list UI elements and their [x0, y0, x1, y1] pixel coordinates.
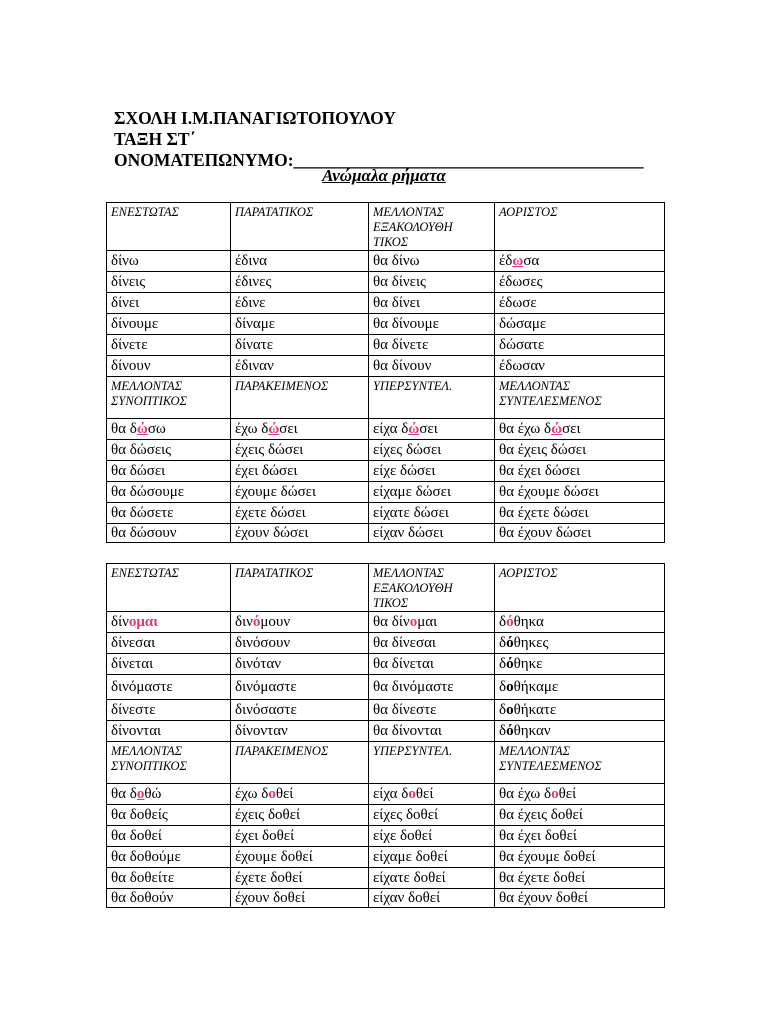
table-cell: [231, 524, 369, 543]
verb-text: θα δίνεστε: [373, 702, 437, 718]
table-row: [107, 826, 665, 847]
verb-text: έχετε δοθεί: [235, 870, 303, 886]
table-cell: [495, 805, 665, 826]
table-row: [107, 654, 665, 675]
verb-text: είχαν δώσει: [373, 525, 444, 541]
verb-text: έχω δ: [235, 786, 269, 802]
verb-text: μουν: [260, 614, 291, 630]
table-cell: [495, 272, 665, 293]
verb-text: σα: [523, 253, 540, 269]
column-header: ΜΕΛΛΟΝΤΑΣ ΣΥΝΟΠΤΙΚΟΣ: [107, 742, 231, 784]
table-cell: [107, 868, 231, 889]
highlighted-letter: ομαι: [128, 614, 158, 630]
column-header: ΥΠΕΡΣΥΝΤΕΛ.: [369, 742, 495, 784]
verb-text: διν: [235, 614, 253, 630]
table-cell: [231, 335, 369, 356]
verb-text: θα δίνεις: [373, 274, 426, 290]
table-cell: [231, 784, 369, 805]
verb-text: δινόσαστε: [235, 702, 297, 718]
verb-text: θεί: [415, 786, 434, 802]
table-cell: [107, 805, 231, 826]
table-row: [107, 784, 665, 805]
column-header: ΜΕΛΛΟΝΤΑΣ ΣΥΝΤΕΛΕΣΜΕΝΟΣ: [495, 377, 665, 419]
verb-text: δίν: [111, 614, 129, 630]
table-cell: [369, 868, 495, 889]
table-cell: [231, 868, 369, 889]
verb-text: θα έχουν δώσει: [499, 525, 592, 541]
table-cell: [107, 847, 231, 868]
table-cell: [369, 700, 495, 721]
verb-text: δινόμαστε: [235, 679, 297, 695]
table-header-row: [107, 377, 665, 419]
table-cell: [369, 440, 495, 461]
column-header: ΠΑΡΑΤΑΤΙΚΟΣ: [231, 564, 369, 612]
table-cell: [107, 440, 231, 461]
table-cell: [369, 314, 495, 335]
table-header-row: [107, 742, 665, 784]
verb-text: δίναμε: [235, 316, 276, 332]
verb-text: έχεις δοθεί: [235, 807, 301, 823]
verb-text: θα δώσει: [111, 463, 166, 479]
verb-text: θα δίνεται: [373, 656, 434, 672]
verb-text: δίνω: [111, 253, 139, 269]
verb-text: έχουν δοθεί: [235, 890, 306, 906]
verb-text: θεί: [275, 786, 294, 802]
table-cell: [107, 700, 231, 721]
page-title: Ανώμαλα ρήματα: [322, 166, 446, 185]
verb-text: μαι: [417, 614, 438, 630]
table-cell: [369, 612, 495, 633]
table-cell: [495, 612, 665, 633]
table-cell: [231, 826, 369, 847]
verb-text: θα έχεις δώσει: [499, 442, 587, 458]
verb-text: θα δοθείτε: [111, 870, 175, 886]
verb-text: δίνεις: [111, 274, 146, 290]
highlighted-letter: ό: [506, 614, 514, 630]
table-cell: [107, 721, 231, 742]
verb-text: δίνατε: [235, 337, 274, 353]
school-name: ΣΧΟΛΗ Ι.Μ.ΠΑΝΑΓΙΩΤΟΠΟΥΛΟΥ: [114, 108, 396, 128]
verb-text: δίνεστε: [111, 702, 156, 718]
verb-text: θηκες: [513, 635, 549, 651]
table-row: [107, 868, 665, 889]
verb-text: δινόταν: [235, 656, 282, 672]
table-cell: [107, 612, 231, 633]
verb-text: έδινε: [235, 295, 266, 311]
table-cell: [231, 503, 369, 524]
verb-text: δ: [499, 614, 507, 630]
verb-text: θα δίνεσαι: [373, 635, 436, 651]
table-cell: [231, 314, 369, 335]
column-header: ΠΑΡΑΤΑΤΙΚΟΣ: [231, 203, 369, 251]
verb-text: θηκε: [513, 656, 543, 672]
table-cell: [107, 633, 231, 654]
table-row: [107, 503, 665, 524]
table-cell: [231, 440, 369, 461]
verb-text: θα δώσουν: [111, 525, 177, 541]
table-row: [107, 482, 665, 503]
bold-letter: ο: [506, 679, 514, 695]
table-cell: [231, 721, 369, 742]
table-cell: [495, 419, 665, 440]
verb-text: είχαν δοθεί: [373, 890, 441, 906]
table-cell: [107, 482, 231, 503]
verb-text: έδιναν: [235, 358, 274, 374]
table-cell: [495, 868, 665, 889]
verb-text: θα δίνουν: [373, 358, 432, 374]
table-cell: [369, 461, 495, 482]
student-name-field[interactable]: ΟΝΟΜΑΤΕΠΩΝΥΜΟ:________________________________________: [114, 150, 644, 170]
table-row: [107, 440, 665, 461]
table-cell: [231, 419, 369, 440]
table-cell: [107, 419, 231, 440]
verb-text: δ: [499, 702, 507, 718]
verb-text: έχουν δώσει: [235, 525, 309, 541]
table-row: [107, 524, 665, 543]
verb-text: σει: [279, 421, 298, 437]
table-row: [107, 419, 665, 440]
verb-text: έδ: [499, 253, 513, 269]
verb-text: θηκα: [513, 614, 544, 630]
table-cell: [495, 293, 665, 314]
verb-text: σω: [147, 421, 166, 437]
table-cell: [369, 335, 495, 356]
table-cell: [495, 675, 665, 700]
table-cell: [369, 826, 495, 847]
table-cell: [495, 654, 665, 675]
table-cell: [107, 293, 231, 314]
column-header: ΑΟΡΙΣΤΟΣ: [495, 564, 665, 612]
table-cell: [107, 314, 231, 335]
column-header: ΜΕΛΛΟΝΤΑΣ ΣΥΝΟΠΤΙΚΟΣ: [107, 377, 231, 419]
table-cell: [107, 675, 231, 700]
table-row: [107, 633, 665, 654]
verb-text: έχει δώσει: [235, 463, 298, 479]
bold-letter: ό: [506, 635, 514, 651]
table-cell: [495, 482, 665, 503]
verb-text: δίνουμε: [111, 316, 159, 332]
table-cell: [369, 293, 495, 314]
verb-text: έχει δοθεί: [235, 828, 295, 844]
table-cell: [495, 503, 665, 524]
table-row: [107, 847, 665, 868]
table-cell: [107, 784, 231, 805]
verb-text: έδωσαν: [499, 358, 545, 374]
verb-text: θα δίνουμε: [373, 316, 439, 332]
table-cell: [369, 272, 495, 293]
table-cell: [231, 272, 369, 293]
table-cell: [495, 524, 665, 543]
table-row: [107, 293, 665, 314]
highlighted-letter: ώ: [268, 421, 280, 437]
verb-text: δίνονται: [111, 723, 162, 739]
table-cell: [495, 251, 665, 272]
table-cell: [107, 503, 231, 524]
column-header: ΜΕΛΛΟΝΤΑΣ ΕΞΑΚΟΛΟΥΘΗ ΤΙΚΟΣ: [369, 203, 495, 251]
table-cell: [369, 784, 495, 805]
column-header: ΥΠΕΡΣΥΝΤΕΛ.: [369, 377, 495, 419]
passive-voice-table: [106, 563, 665, 908]
verb-text: θήκατε: [513, 702, 557, 718]
verb-text: έδωσες: [499, 274, 543, 290]
verb-text: θα δίνω: [373, 253, 420, 269]
verb-text: θα δοθούν: [111, 890, 174, 906]
verb-text: δώσατε: [499, 337, 545, 353]
table-cell: [231, 805, 369, 826]
verb-text: δίνονταν: [235, 723, 288, 739]
verb-text: θα έχουμε δοθεί: [499, 849, 596, 865]
table-cell: [369, 419, 495, 440]
verb-text: είχα δ: [373, 421, 409, 437]
table-row: [107, 889, 665, 908]
verb-text: έχετε δώσει: [235, 505, 306, 521]
table-cell: [495, 314, 665, 335]
table-cell: [369, 251, 495, 272]
highlighted-letter: ο: [409, 614, 418, 630]
table-cell: [369, 356, 495, 377]
table-cell: [369, 675, 495, 700]
verb-text: θα δινόμαστε: [373, 679, 454, 695]
worksheet-header: [114, 108, 644, 171]
verb-text: θα δώσουμε: [111, 484, 185, 500]
column-header: ΜΕΛΛΟΝΤΑΣ ΕΞΑΚΟΛΟΥΘΗ ΤΙΚΟΣ: [369, 564, 495, 612]
highlighted-letter: ώ: [551, 421, 563, 437]
column-header: ΕΝΕΣΤΩΤΑΣ: [107, 203, 231, 251]
highlighted-letter: ο: [408, 786, 416, 802]
column-header: ΑΟΡΙΣΤΟΣ: [495, 203, 665, 251]
table-cell: [495, 440, 665, 461]
verb-text: θα έχεις δοθεί: [499, 807, 583, 823]
table-cell: [231, 251, 369, 272]
table-cell: [495, 633, 665, 654]
verb-text: θώ: [144, 786, 162, 802]
column-header: ΠΑΡΑΚΕΙΜΕΝΟΣ: [231, 377, 369, 419]
column-header: ΕΝΕΣΤΩΤΑΣ: [107, 564, 231, 612]
table-cell: [107, 356, 231, 377]
verb-text: θα δίνει: [373, 295, 421, 311]
table-row: [107, 335, 665, 356]
bold-letter: ο: [506, 702, 514, 718]
table-row: [107, 675, 665, 700]
column-header: ΠΑΡΑΚΕΙΜΕΝΟΣ: [231, 742, 369, 784]
table-cell: [369, 889, 495, 908]
table-cell: [495, 700, 665, 721]
verb-text: δίνετε: [111, 337, 148, 353]
verb-text: σει: [562, 421, 581, 437]
table-cell: [369, 503, 495, 524]
table-cell: [107, 826, 231, 847]
verb-text: δ: [499, 635, 507, 651]
table-row: [107, 612, 665, 633]
verb-text: δώσαμε: [499, 316, 547, 332]
table-cell: [369, 633, 495, 654]
table-cell: [369, 482, 495, 503]
table-cell: [495, 721, 665, 742]
verb-text: είχαμε δώσει: [373, 484, 451, 500]
verb-text: είχες δοθεί: [373, 807, 439, 823]
table-cell: [495, 784, 665, 805]
table-row: [107, 272, 665, 293]
table-cell: [231, 675, 369, 700]
highlighted-letter: ώ: [136, 421, 148, 437]
table-row: [107, 356, 665, 377]
highlighted-letter: ό: [252, 614, 261, 630]
bold-letter: ό: [506, 723, 514, 739]
table-row: [107, 721, 665, 742]
verb-text: είχαμε δοθεί: [373, 849, 448, 865]
verb-text: θα έχει δοθεί: [499, 828, 577, 844]
table-cell: [369, 654, 495, 675]
verb-text: είχες δώσει: [373, 442, 442, 458]
verb-text: δίνεται: [111, 656, 154, 672]
table-cell: [231, 612, 369, 633]
table-cell: [495, 461, 665, 482]
table-cell: [495, 356, 665, 377]
verb-text: θα έχω δ: [499, 421, 552, 437]
verb-text: έδινα: [235, 253, 268, 269]
table-cell: [495, 335, 665, 356]
highlighted-letter: ώ: [408, 421, 420, 437]
table-cell: [107, 889, 231, 908]
table-cell: [107, 272, 231, 293]
table-row: [107, 251, 665, 272]
verb-text: θα έχετε δώσει: [499, 505, 589, 521]
table-cell: [231, 461, 369, 482]
highlighted-letter: ο: [136, 786, 145, 802]
table-header-row: [107, 564, 665, 612]
table-cell: [231, 654, 369, 675]
verb-text: θα έχω δ: [499, 786, 552, 802]
verb-text: έδωσε: [499, 295, 537, 311]
verb-text: δινόμαστε: [111, 679, 173, 695]
verb-text: είχε δοθεί: [373, 828, 433, 844]
highlighted-letter: ο: [268, 786, 276, 802]
table-row: [107, 461, 665, 482]
table-cell: [107, 461, 231, 482]
table-cell: [495, 889, 665, 908]
verb-text: είχε δώσει: [373, 463, 436, 479]
table-cell: [369, 805, 495, 826]
table-header-row: [107, 203, 665, 251]
verb-text: θα δ: [111, 786, 137, 802]
verb-text: θα δίνετε: [373, 337, 429, 353]
column-header: ΜΕΛΛΟΝΤΑΣ ΣΥΝΤΕΛΕΣΜΕΝΟΣ: [495, 742, 665, 784]
verb-text: δ: [499, 723, 507, 739]
verb-text: θα δοθούμε: [111, 849, 181, 865]
table-cell: [231, 847, 369, 868]
class-label: ΤΑΞΗ ΣΤ΄: [114, 129, 196, 149]
verb-text: έχουμε δώσει: [235, 484, 317, 500]
verb-text: θα έχουν δοθεί: [499, 890, 588, 906]
highlighted-letter: ο: [551, 786, 559, 802]
verb-text: έχω δ: [235, 421, 269, 437]
verb-text: θα δ: [111, 421, 137, 437]
verb-text: θα δίν: [373, 614, 410, 630]
table-cell: [107, 251, 231, 272]
highlighted-letter: ω: [512, 253, 524, 269]
verb-text: θεί: [558, 786, 577, 802]
verb-text: δίνουν: [111, 358, 151, 374]
verb-text: έχεις δώσει: [235, 442, 304, 458]
table-cell: [495, 826, 665, 847]
table-cell: [231, 700, 369, 721]
verb-text: είχατε δώσει: [373, 505, 449, 521]
table-row: [107, 314, 665, 335]
active-voice-table: [106, 202, 665, 543]
table-cell: [107, 524, 231, 543]
verb-text: θα δοθείς: [111, 807, 168, 823]
verb-text: σει: [419, 421, 438, 437]
table-cell: [369, 721, 495, 742]
verb-text: δ: [499, 656, 507, 672]
verb-text: θα δώσετε: [111, 505, 174, 521]
verb-text: είχατε δοθεί: [373, 870, 446, 886]
verb-text: δίνει: [111, 295, 140, 311]
verb-text: θα δίνονται: [373, 723, 442, 739]
table-row: [107, 700, 665, 721]
bold-letter: ό: [506, 656, 514, 672]
verb-text: θα έχει δώσει: [499, 463, 581, 479]
verb-text: έχουμε δοθεί: [235, 849, 313, 865]
verb-text: δίνεσαι: [111, 635, 156, 651]
verb-text: δ: [499, 679, 507, 695]
table-cell: [107, 654, 231, 675]
table-cell: [369, 847, 495, 868]
table-cell: [231, 293, 369, 314]
table-cell: [107, 335, 231, 356]
verb-text: έδινες: [235, 274, 272, 290]
verb-text: είχα δ: [373, 786, 409, 802]
verb-text: θα έχουμε δώσει: [499, 484, 599, 500]
table-cell: [231, 633, 369, 654]
verb-text: θήκαμε: [513, 679, 559, 695]
verb-text: θα δοθεί: [111, 828, 162, 844]
table-cell: [231, 356, 369, 377]
table-cell: [231, 889, 369, 908]
table-cell: [231, 482, 369, 503]
table-cell: [495, 847, 665, 868]
table-row: [107, 805, 665, 826]
table-cell: [369, 524, 495, 543]
verb-text: δινόσουν: [235, 635, 291, 651]
verb-text: θηκαν: [513, 723, 551, 739]
verb-text: θα δώσεις: [111, 442, 172, 458]
verb-text: θα έχετε δοθεί: [499, 870, 586, 886]
